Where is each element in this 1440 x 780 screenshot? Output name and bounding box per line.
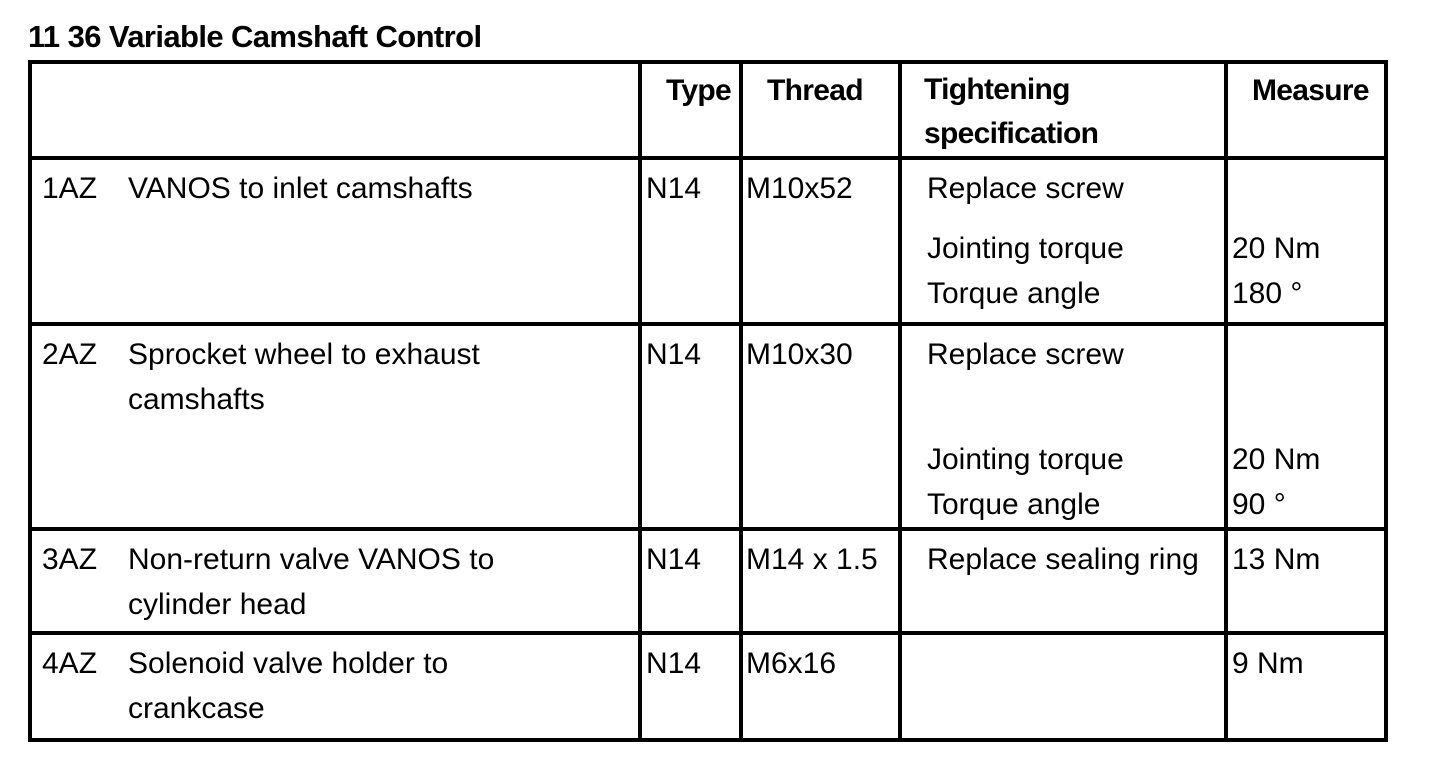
- measure-jointing-torque: 20 Nm: [1232, 232, 1321, 265]
- description: VANOS to inlet camshafts: [128, 172, 473, 205]
- spec-label-jointing-torque: Jointing torque: [927, 232, 1124, 265]
- tightening-note: Replace screw: [927, 172, 1124, 205]
- description: Solenoid valve holder to crankcase: [128, 647, 449, 725]
- spec-label-torque-angle: Torque angle: [927, 277, 1101, 310]
- table-row: [30, 324, 1386, 529]
- type-cell: N14: [640, 529, 741, 633]
- tightening-cell: [900, 324, 1226, 529]
- thread-cell: M14 x 1.5: [741, 529, 900, 633]
- measure-cell: [1226, 158, 1386, 324]
- tightening-cell: [900, 529, 1226, 633]
- type-cell: N14: [640, 158, 741, 324]
- thread-cell: M10x52: [741, 158, 900, 324]
- page-title: 11 36 Variable Camshaft Control: [28, 19, 482, 54]
- tightening-cell: [900, 633, 1226, 740]
- table-row: [30, 158, 1386, 324]
- measure-jointing-torque: 20 Nm: [1232, 443, 1321, 476]
- table-row: [30, 633, 1386, 740]
- position-code: 4AZ: [42, 647, 98, 680]
- header-type: Type: [640, 62, 741, 158]
- row-description-cell: [30, 529, 640, 633]
- header-thread: Thread: [741, 62, 900, 158]
- thread-cell: M10x30: [741, 324, 900, 529]
- header-tightening-specification: Tightening specification: [900, 62, 1226, 158]
- type-cell: N14: [640, 324, 741, 529]
- spec-label-torque-angle: Torque angle: [927, 488, 1101, 521]
- tightening-cell: [900, 158, 1226, 324]
- thread-cell: M6x16: [741, 633, 900, 740]
- measure-cell: 13 Nm: [1226, 529, 1386, 633]
- measure-torque-angle: 180 °: [1232, 277, 1303, 310]
- type-cell: N14: [640, 633, 741, 740]
- description: Sprocket wheel to exhaust camshafts: [128, 338, 480, 416]
- row-description-cell: [30, 158, 640, 324]
- header-measure: Measure: [1226, 62, 1386, 158]
- measure-cell: 9 Nm: [1226, 633, 1386, 740]
- measure-cell: [1226, 324, 1386, 529]
- header-description: [30, 62, 640, 158]
- tightening-note: Replace screw: [927, 338, 1124, 371]
- table-header-row: [30, 62, 1386, 158]
- table-row: [30, 529, 1386, 633]
- row-description-cell: [30, 324, 640, 529]
- measure-torque-angle: 90 °: [1232, 488, 1286, 521]
- tightening-spec-table: [28, 60, 1388, 742]
- position-code: 3AZ: [42, 543, 98, 576]
- description: Non-return valve VANOS to cylinder head: [128, 543, 495, 621]
- position-code: 2AZ: [42, 338, 98, 371]
- row-description-cell: [30, 633, 640, 740]
- tightening-note: Replace sealing ring: [927, 543, 1199, 576]
- spec-label-jointing-torque: Jointing torque: [927, 443, 1124, 476]
- position-code: 1AZ: [42, 172, 98, 205]
